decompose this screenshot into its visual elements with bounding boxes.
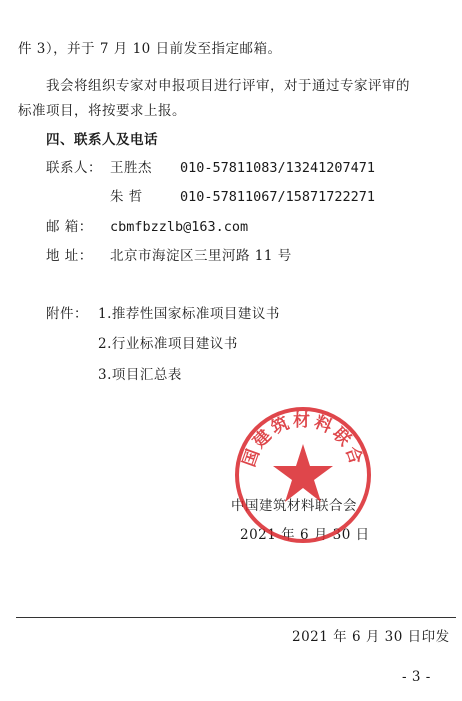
contact-phone-1: 010-57811083/13241207471 [180,160,376,176]
seal-text: 国建筑材料联合 [239,411,367,470]
email-address: cbmfbzzlb@163.com [110,219,249,235]
email-row [46,218,248,236]
contact-name-2: 朱 哲 [110,189,143,205]
section-heading-contacts: 四、联系人及电话 [46,132,158,148]
address-row [46,247,292,265]
contact-phone-2: 010-57811067/15871722271 [180,189,376,205]
address-label: 地 址： [46,248,93,264]
contact-label: 联系人： [46,160,102,176]
attachment-item-3: 3.项目汇总表 [98,367,182,383]
email-label: 邮 箱： [46,219,93,235]
signature-org: 中国建筑材料联合会 [231,498,357,514]
contact-row-1 [46,159,375,177]
signature-date: 2021 年 6 月 30 日 [240,527,370,543]
attachment-item-2: 2.行业标准项目建议书 [98,336,238,352]
body-line-1: 件 3），并于 7 月 10 日前发至指定邮箱。 [18,41,282,57]
print-date: 2021 年 6 月 30 日印发 [292,629,450,645]
footer-divider [16,617,456,618]
page-number: - 3 - [402,669,431,685]
contact-row-2 [110,188,375,206]
address-value: 北京市海淀区三里河路 11 号 [110,248,292,264]
seal-graphic [232,404,374,546]
attachment-row-1 [46,305,280,323]
attachment-item-1: 1.推荐性国家标准项目建议书 [98,306,280,322]
body-line-2: 我会将组织专家对申报项目进行评审，对于通过专家评审的 [46,78,410,94]
official-seal [232,404,374,546]
contact-name-1: 王胜杰 [110,160,152,176]
attachment-label: 附件： [46,306,88,322]
body-line-3: 标准项目，将按要求上报。 [18,103,186,119]
